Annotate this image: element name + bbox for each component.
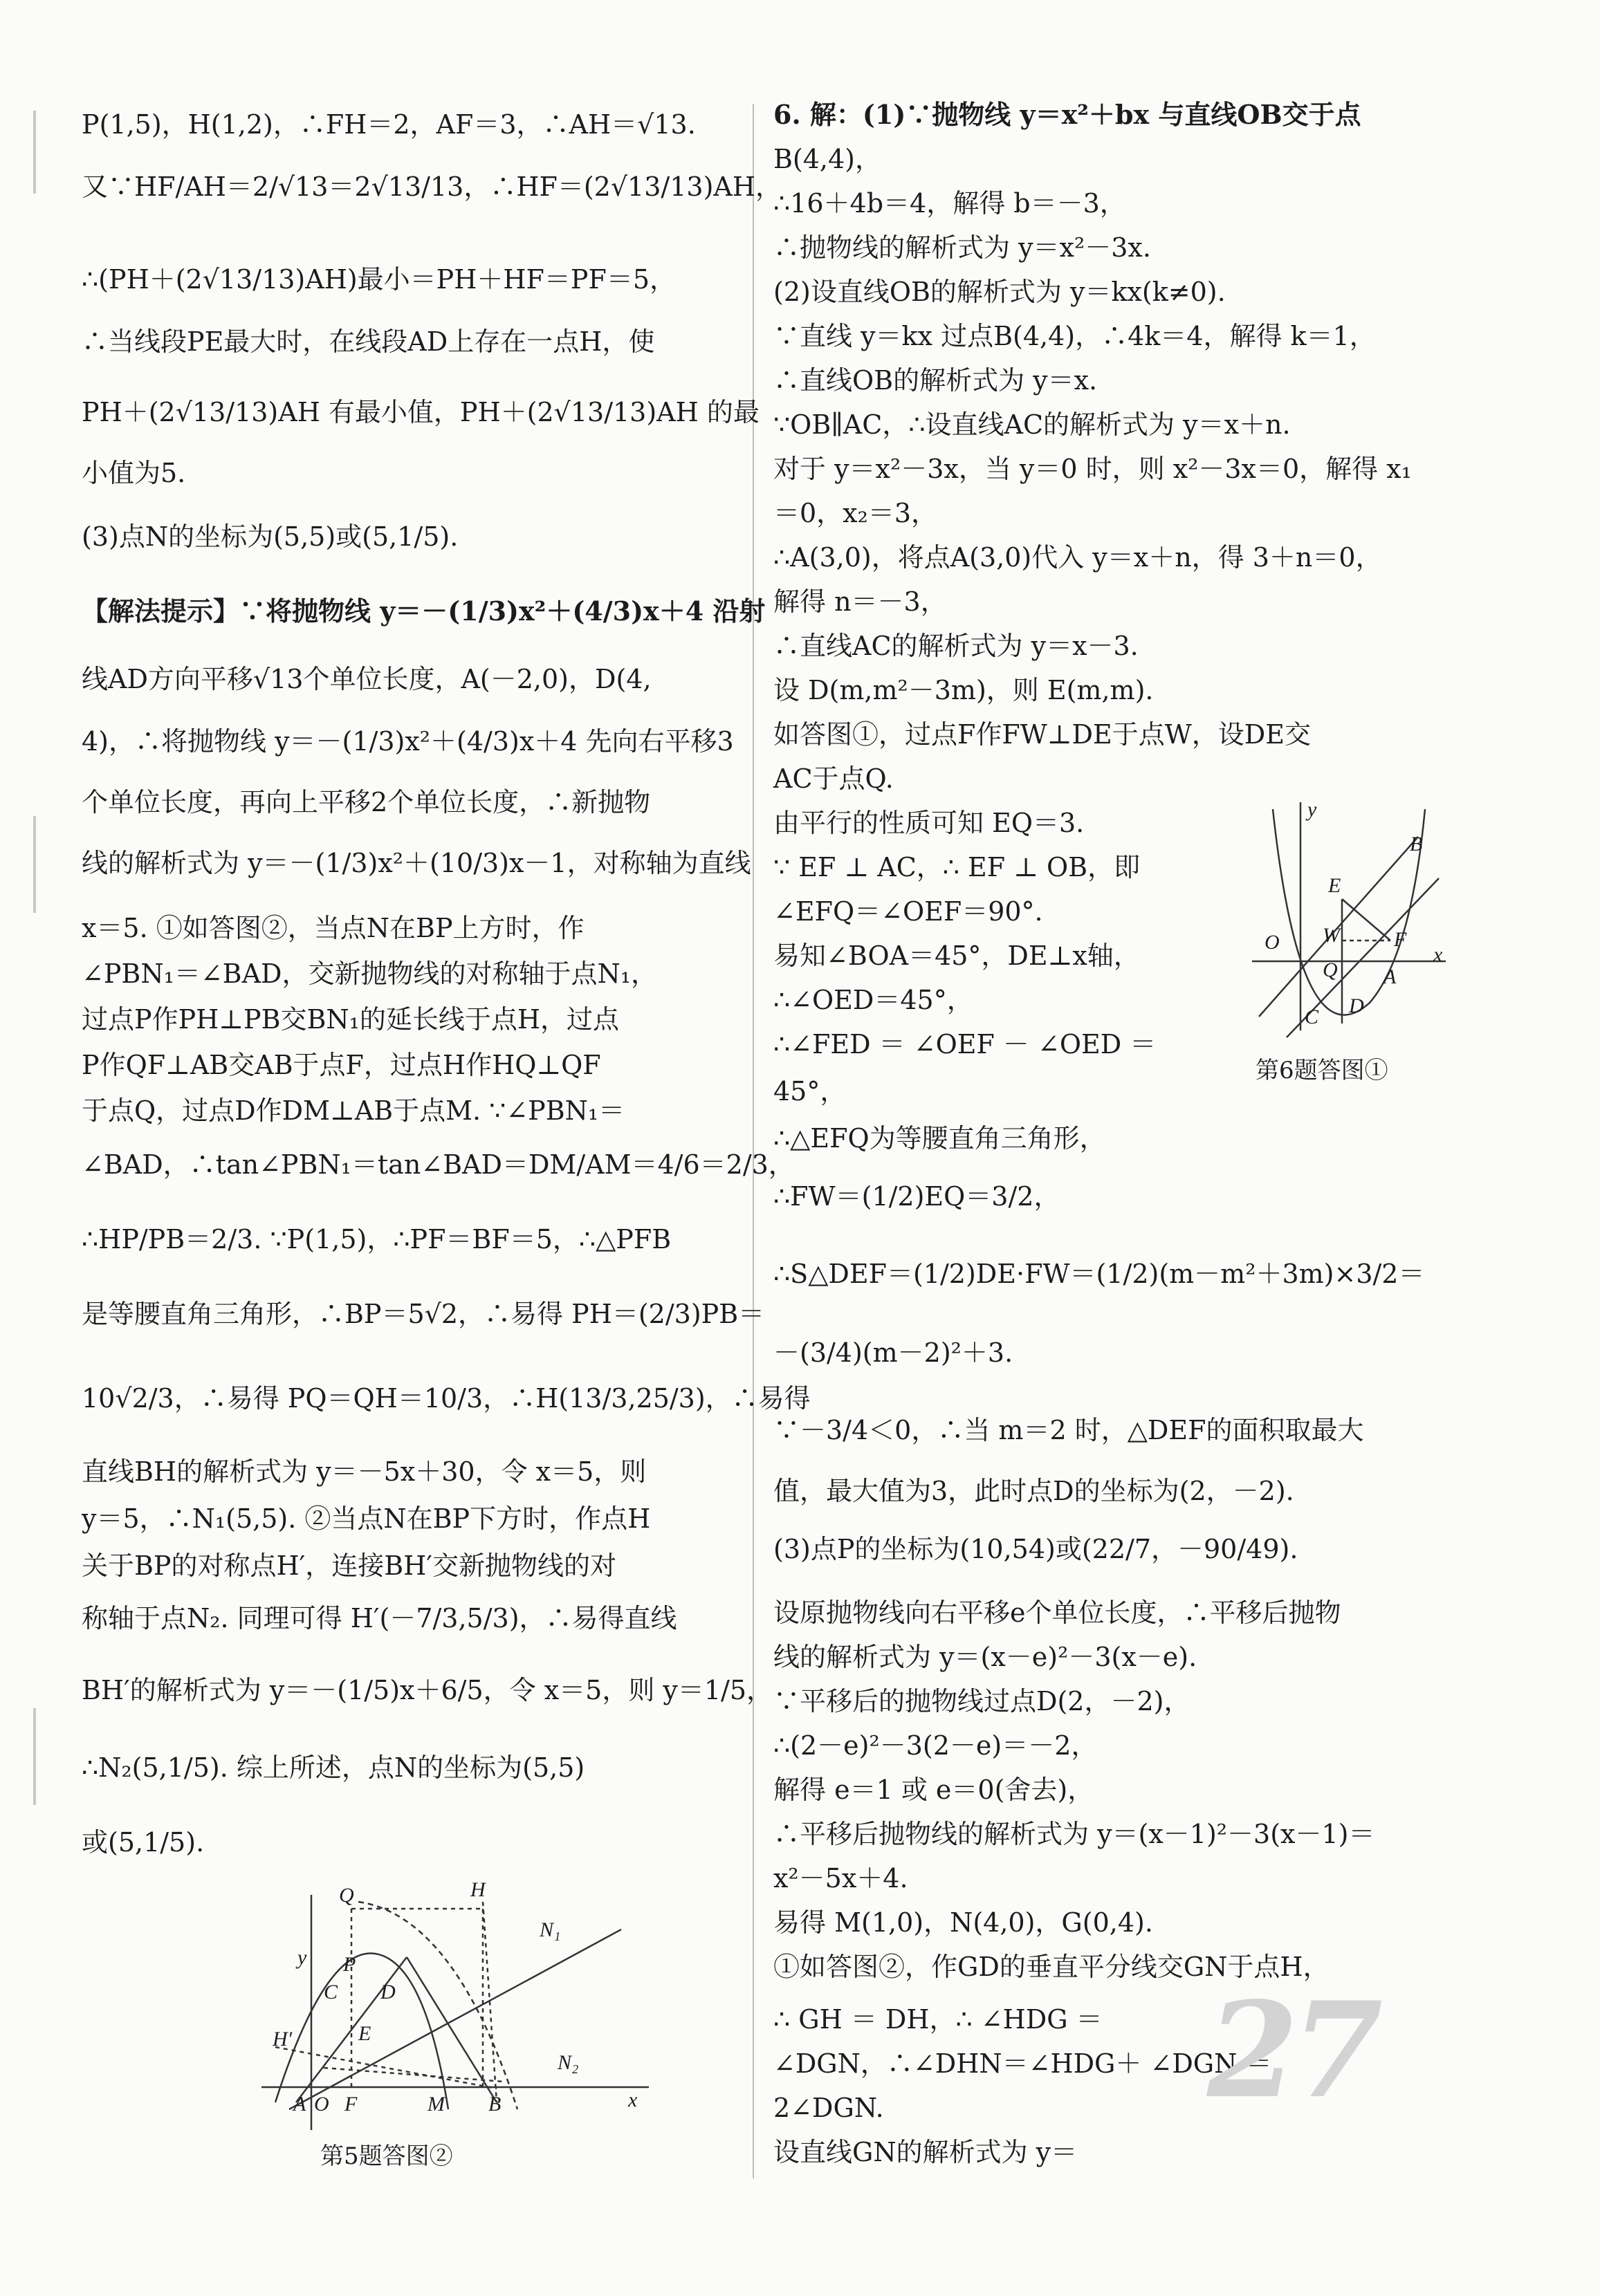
text-line: x＝5. ①如答图②，当点N在BP上方时，作 <box>82 913 585 943</box>
figure-6-diagram <box>1245 795 1453 1044</box>
text-line: ∴(PH＋(2√13/13)AH)最小＝PH＋HF＝PF＝5， <box>82 264 676 295</box>
text-line: ∵直线 y＝kx 过点B(4,4)，∴4k＝4，解得 k＝1， <box>773 321 1376 351</box>
text-line: 解得 n＝－3， <box>773 586 947 617</box>
text-line: (2)设直线OB的解析式为 y＝kx(k≠0). <box>773 277 1226 307</box>
figure-5-diagram <box>255 1874 656 2137</box>
text-line: 线AD方向平移√13个单位长度，A(－2,0)，D(4, <box>82 664 652 694</box>
fig2-label: C <box>324 1981 338 2003</box>
fig1-label: F <box>1394 928 1407 951</box>
text-line: AC于点Q. <box>773 763 894 794</box>
fig1-label: W <box>1323 924 1340 947</box>
text-line: ∴∠FED ＝ ∠OEF － ∠OED ＝ <box>773 1029 1157 1059</box>
text-line: 称轴于点N₂. 同理可得 H′(－7/3,5/3)，∴易得直线 <box>82 1603 677 1633</box>
text-line: 如答图①，过点F作FW⊥DE于点W，设DE交 <box>773 719 1311 750</box>
fig2-label: D <box>380 1981 396 2003</box>
fig2-label: x <box>628 2089 638 2111</box>
text-line: ∴(2－e)²－3(2－e)＝－2， <box>773 1730 1098 1761</box>
text-line: 或(5,1/5). <box>82 1827 205 1858</box>
text-line: y＝5，∴N₁(5,5). ②当点N在BP下方时，作点H <box>82 1503 651 1534</box>
text-line: B(4,4)， <box>773 144 882 174</box>
fig1-label: O <box>1265 931 1280 954</box>
fig2-label: M <box>427 2093 445 2116</box>
text-line: ∵ EF ⊥ AC，∴ EF ⊥ OB，即 <box>773 852 1141 882</box>
fig2-label: N₂ <box>558 2051 579 2074</box>
text-line: 又∵HF/AH＝2/√13＝2√13/13，∴HF＝(2√13/13)AH， <box>82 172 782 202</box>
fig1-label: C <box>1305 1006 1319 1028</box>
text-line: ∵－3/4＜0，∴当 m＝2 时，△DEF的面积取最大 <box>773 1415 1364 1445</box>
text-line: P作QF⊥AB交AB于点F，过点H作HQ⊥QF <box>82 1050 601 1080</box>
text-line: －(3/4)(m－2)²＋3. <box>773 1337 1013 1368</box>
fig2-label: F <box>344 2093 358 2116</box>
text-line: 线的解析式为 y＝－(1/3)x²＋(10/3)x－1，对称轴为直线 <box>82 848 751 878</box>
text-line: ①如答图②，作GD的垂直平分线交GN于点H， <box>773 1952 1330 1982</box>
text-line: 解得 e＝1 或 e＝0(舍去)， <box>773 1775 1094 1805</box>
text-line: 2∠DGN. <box>773 2093 884 2123</box>
fig1-label: E <box>1328 874 1341 897</box>
text-line: ∴当线段PE最大时，在线段AD上存在一点H，使 <box>82 326 655 357</box>
fig1-label: y <box>1307 798 1317 821</box>
text-line: ∴△EFQ为等腰直角三角形， <box>773 1123 1106 1154</box>
page-number: 27 <box>1207 1973 1377 2127</box>
text-line: 直线BH的解析式为 y＝－5x＋30，令 x＝5，则 <box>82 1456 647 1487</box>
text-line: 4)，∴将抛物线 y＝－(1/3)x²＋(4/3)x＋4 先向右平移3 <box>82 726 734 757</box>
fig1-label: B <box>1410 833 1423 855</box>
text-line: ∠EFQ＝∠OEF＝90°. <box>773 896 1043 927</box>
hint-line: 【解法提示】∵将抛物线 y＝－(1/3)x²＋(4/3)x＋4 沿射 <box>82 595 766 627</box>
text-line: ∴S△DEF＝(1/2)DE·FW＝(1/2)(m－m²＋3m)×3/2＝ <box>773 1259 1425 1289</box>
text-line: (3)点N的坐标为(5,5)或(5,1/5). <box>82 521 459 552</box>
fig2-label: B <box>488 2093 502 2116</box>
text-line: 于点Q，过点D作DM⊥AB于点M. ∵∠PBN₁＝ <box>82 1095 625 1126</box>
text-line: ∴N₂(5,1/5). 综上所述，点N的坐标为(5,5) <box>82 1752 585 1783</box>
text-line: 由平行的性质可知 EQ＝3. <box>773 808 1085 838</box>
fig2-label: A <box>293 2093 306 2116</box>
text-line: (3)点P的坐标为(10,54)或(22/7，－90/49). <box>773 1534 1298 1564</box>
text-line: 对于 y＝x²－3x，当 y＝0 时，则 x²－3x＝0，解得 x₁ <box>773 454 1412 484</box>
text-line: 10√2/3，∴易得 PQ＝QH＝10/3，∴H(13/3,25/3)，∴易得 <box>82 1383 811 1414</box>
fig2-label: E <box>358 2022 371 2045</box>
text-line: ∴∠OED＝45°， <box>773 985 973 1015</box>
text-line: 小值为5. <box>82 458 186 488</box>
text-line: ∵平移后的抛物线过点D(2，－2)， <box>773 1686 1190 1716</box>
figure-6-caption: 第6题答图① <box>1256 1057 1388 1084</box>
text-line: ∴A(3,0)，将点A(3,0)代入 y＝x＋n，得 3＋n＝0， <box>773 542 1382 573</box>
fig2-label: H′ <box>273 2028 293 2050</box>
fig2-label: Q <box>339 1884 354 1907</box>
text-line: ∠BAD，∴tan∠PBN₁＝tan∠BAD＝DM/AM＝4/6＝2/3， <box>82 1149 795 1180</box>
figure-5-caption: 第5题答图② <box>320 2142 453 2170</box>
text-line: 关于BP的对称点H′，连接BH′交新抛物线的对 <box>82 1550 616 1581</box>
text-line: 值，最大值为3，此时点D的坐标为(2，－2). <box>773 1476 1294 1506</box>
fig2-label: O <box>314 2093 329 2116</box>
text-line: ∴直线OB的解析式为 y＝x. <box>773 365 1098 396</box>
fig2-label: P <box>343 1953 356 1976</box>
text-line: 45°， <box>773 1076 847 1107</box>
text-line: 易知∠BOA＝45°，DE⊥x轴， <box>773 941 1140 971</box>
text-line: 设原抛物线向右平移e个单位长度，∴平移后抛物 <box>773 1598 1341 1628</box>
text-line: 设直线GN的解析式为 y＝ <box>773 2137 1078 2167</box>
text-line: 线的解析式为 y＝(x－e)²－3(x－e). <box>773 1642 1197 1672</box>
text-line: P(1,5)，H(1,2)，∴FH＝2，AF＝3，∴AH＝√13. <box>82 109 696 140</box>
text-line: 是等腰直角三角形，∴BP＝5√2，∴易得 PH＝(2/3)PB＝ <box>82 1299 765 1329</box>
text-line: ∴平移后抛物线的解析式为 y＝(x－1)²－3(x－1)＝ <box>773 1819 1375 1849</box>
fig1-label: x <box>1433 943 1443 966</box>
text-line: 个单位长度，再向上平移2个单位长度，∴新抛物 <box>82 787 651 817</box>
fig2-label: H <box>470 1878 486 1901</box>
text-line: PH＋(2√13/13)AH 有最小值，PH＋(2√13/13)AH 的最 <box>82 397 760 427</box>
fig2-label: N₁ <box>540 1918 561 1941</box>
fig1-label: A <box>1383 965 1397 988</box>
fig1-label: Q <box>1323 959 1338 981</box>
problem-6-heading: 6. 解：(1)∵抛物线 y＝x²＋bx 与直线OB交于点 <box>773 99 1361 130</box>
text-line: ∴HP/PB＝2/3. ∵P(1,5)，∴PF＝BF＝5，∴△PFB <box>82 1224 672 1255</box>
text-line: ∴FW＝(1/2)EQ＝3/2， <box>773 1181 1060 1212</box>
fig2-label: y <box>297 1946 307 1969</box>
text-line: ∴直线AC的解析式为 y＝x－3. <box>773 631 1139 661</box>
text-line: 易得 M(1,0)，N(4,0)，G(0,4). <box>773 1907 1153 1938</box>
text-line: ∴ GH ＝ DH，∴ ∠HDG ＝ <box>773 2004 1103 2035</box>
text-line: ∴16＋4b＝4，解得 b＝－3， <box>773 188 1126 219</box>
fig1-label: D <box>1349 994 1364 1017</box>
text-line: ∴抛物线的解析式为 y＝x²－3x. <box>773 232 1151 263</box>
text-line: ∠DGN，∴∠DHN＝∠HDG＋ ∠DGN ＝ <box>773 2048 1272 2079</box>
text-line: BH′的解析式为 y＝－(1/5)x＋6/5，令 x＝5，则 y＝1/5， <box>82 1675 773 1705</box>
text-line: 设 D(m,m²－3m)，则 E(m,m). <box>773 675 1154 705</box>
text-line: ∵OB∥AC，∴设直线AC的解析式为 y＝x＋n. <box>773 409 1291 440</box>
text-line: x²－5x＋4. <box>773 1863 908 1894</box>
text-line: ＝0，x₂＝3， <box>773 498 938 528</box>
text-line: ∠PBN₁＝∠BAD，交新抛物线的对称轴于点N₁， <box>82 959 657 989</box>
text-line: 过点P作PH⊥PB交BN₁的延长线于点H，过点 <box>82 1004 620 1035</box>
